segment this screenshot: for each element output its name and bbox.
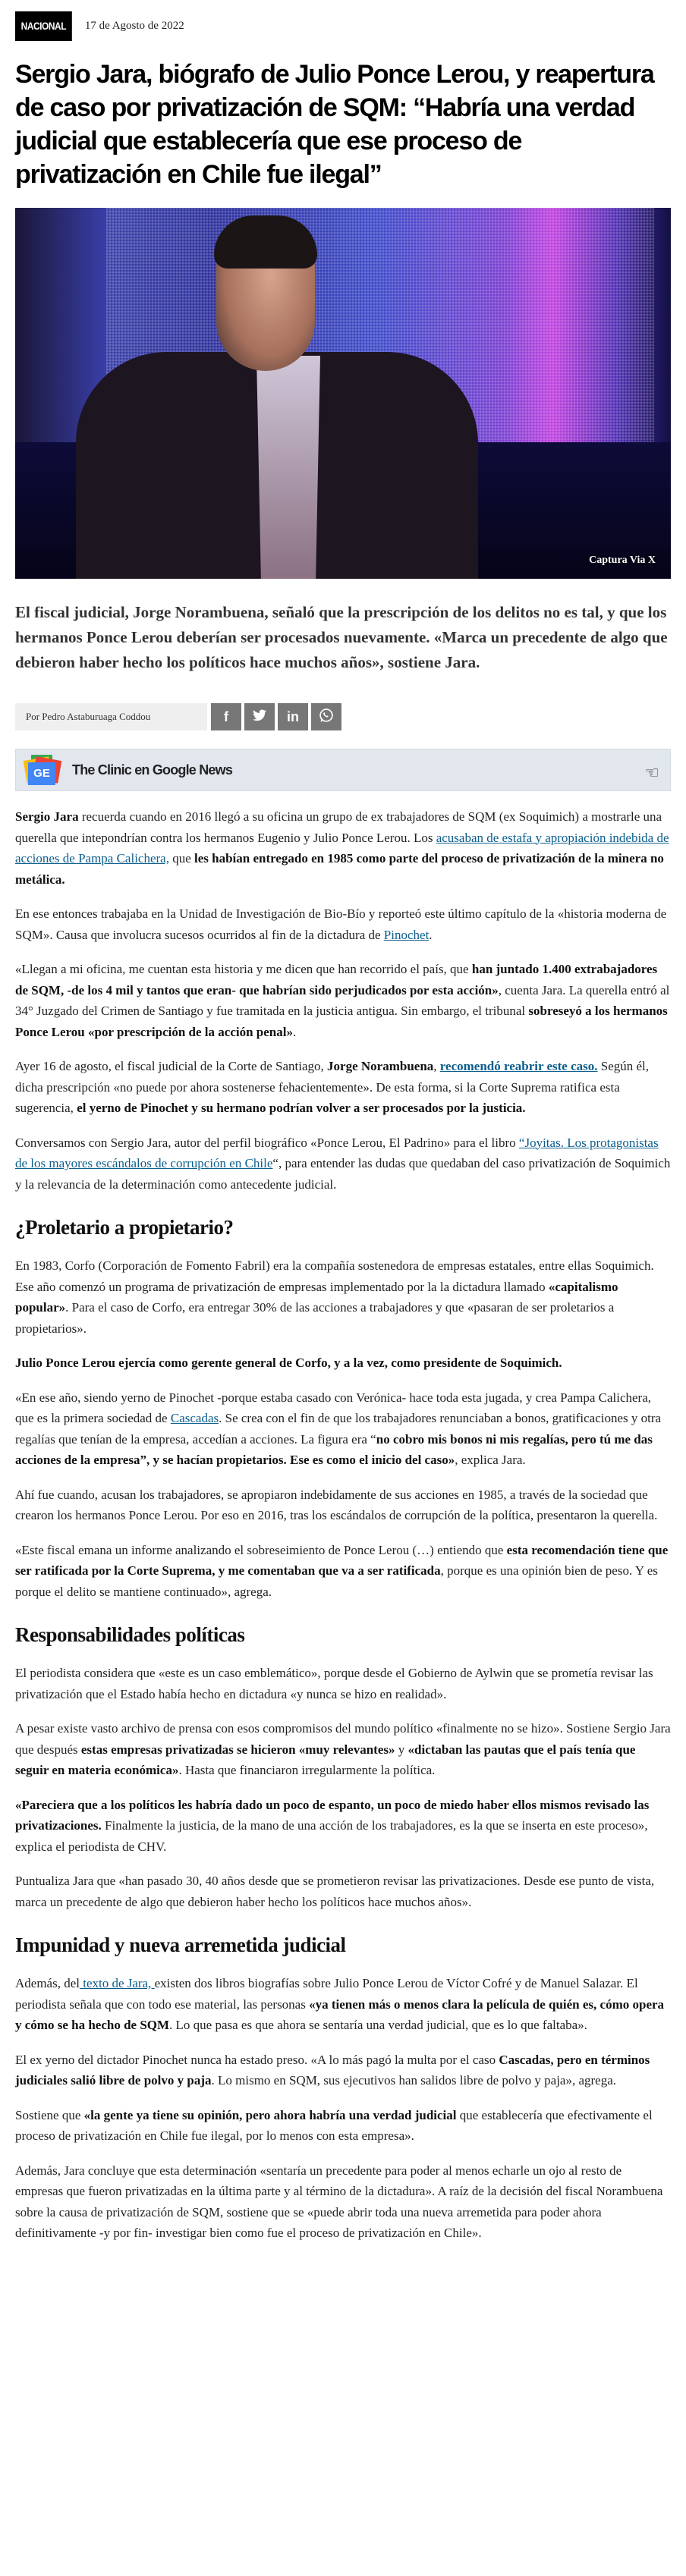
text-segment: Además, del: [15, 1976, 80, 1990]
facebook-icon: f: [224, 708, 228, 724]
google-news-banner[interactable]: [15, 749, 671, 791]
whatsapp-icon: [319, 708, 334, 727]
article-title: Sergio Jara, biógrafo de Julio Ponce Lerou, y reapertura de caso por privatización de SQM: “Habría una verdad judicial que establecería que ese proceso de privatización en Chile fue ilegal”: [15, 60, 654, 189]
bold-text: Jorge Norambuena: [327, 1059, 434, 1073]
text-segment: . Lo que pasa es que ahora se sentaría una verdad judicial, que es lo que faltaba».: [169, 2018, 587, 2032]
bold-text: les habían entregado en 1985 como parte del proceso de privatización de la minera no metálica.: [15, 851, 664, 887]
body-paragraph: [15, 1484, 671, 1526]
text-segment: . Lo mismo en SQM, sus ejecutivos han salidos libre de polvo y paja», agrega.: [211, 2073, 617, 2088]
text-segment: Además, Jara concluye que esta determinación «sentaría un precedente para poder al menos echarle un ojo al resto de empresas que fueron privatizadas en la última parte y al término de la dictadura». A raíz de la decisión del fiscal Norambuena sobre la causa de privatización de SQM, sostiene que se «puede abrir toda una nueva arremetida para poder ahora definitivamente -y por fin- investigar bien como fue el proceso de privatización en Chile».: [15, 2163, 663, 2240]
google-news-title: The Clinic en Google News: [72, 762, 233, 778]
inline-link[interactable]: Cascadas: [170, 1411, 219, 1425]
facebook-share-button[interactable]: [211, 703, 241, 730]
body-paragraph: [15, 959, 671, 1042]
text-segment: Puntualiza Jara que «han pasado 30, 40 años desde que se prometieron revisar las privatizaciones. Desde ese punto de vista, marca un precedente de algo que debieron haber hecho los políticos hace muchos años».: [15, 1874, 655, 1909]
text-segment: que: [168, 851, 195, 865]
bold-text: el yerno de Pinochet y su hermano podrían volver a ser procesados por la justicia.: [77, 1101, 526, 1115]
bold-text: han juntado 1.400 extrabajadores de SQM, -de los 4 mil y tantos que eran- que habrían sido perjudicados por esta acción»: [15, 962, 658, 997]
linkedin-share-button[interactable]: [278, 703, 308, 730]
inline-link[interactable]: Pinochet: [383, 927, 430, 942]
text-segment: Finalmente la justicia, de la mano de una acción de los trabajadores, es la que se inserta en este proceso», explica el periodista de CHV.: [15, 1818, 648, 1854]
body-paragraph: [15, 2105, 671, 2147]
text-segment: ,: [433, 1059, 440, 1073]
text-segment: , cuenta Jara. La querella entró al 34° Juzgado del Crimen de Santiago y fue tramitada en la justicia antigua. Sin embargo, el tribunal: [15, 982, 670, 1018]
bold-text: no cobro mis bonos ni mis regalías, pero tú me das acciones de la empresa”, y se hacían propietarios. Ese es como el inicio del caso»: [15, 1431, 653, 1467]
text-segment: , porque es una opinión bien de peso. Y es porque el delito se mantiene continuado», agrega.: [15, 1563, 658, 1599]
text-segment: .: [429, 927, 433, 942]
inline-link[interactable]: “Joyitas. Los protagonistas de los mayores escándalos de corrupción en Chile: [15, 1135, 659, 1170]
twitter-icon: [253, 709, 266, 725]
text-segment: En ese entonces trabajaba en la Unidad de Investigación de Bio-Bío y reporteó este último capítulo de la «historia moderna de SQM». Causa que involucra sucesos ocurridos al fin de la dictadura de: [15, 906, 667, 942]
text-segment: A pesar existe vasto archivo de prensa con esos compromisos del mundo político «finalmente no se hizo». Sostiene Sergio Jara que después: [15, 1721, 671, 1757]
publish-date: 17 de Agosto de 2022: [84, 20, 184, 32]
section-heading: ¿Proletario a propietario?: [15, 1216, 234, 1239]
text-segment: , explica Jara.: [455, 1453, 526, 1467]
body-paragraph: [15, 1663, 671, 1704]
body-paragraph: [15, 1871, 671, 1912]
bold-text: «Pareciera que a los políticos les habría dado un poco de espanto, un poco de miedo haber ellos mismos revisado las privatizaciones.: [15, 1797, 650, 1833]
bold-text: Julio Ponce Lerou ejercía como gerente general de Corfo, y a la vez, como presidente de Soquimich.: [15, 1356, 562, 1370]
body-paragraph: [15, 1387, 671, 1471]
text-segment: Ahí fue cuando, acusan los trabajadores, se apropiaron indebidamente de sus acciones en 1985, a través de la sociedad que crearon los hermanos Ponce Lerou. Por eso en 2016, tras los escándalos de corrupción de la política, presentaron la querella.: [15, 1487, 658, 1522]
text-segment: recuerda cuando en 2016 llegó a su oficina un grupo de ex trabajadores de SQM (ex Soquimich) a mostrarle una querella que intepondrían contra los hermanos Eugenio y Julio Ponce Lerou. Los: [15, 809, 662, 845]
text-segment: «En ese año, siendo yerno de Pinochet -porque estaba casado con Verónica- hace toda esta jugada, y crea Pampa Calichera, que es la primera sociedad de: [15, 1390, 652, 1425]
inline-link[interactable]: acusaban de estafa y apropiación indebida de acciones de Pampa Calichera,: [15, 830, 669, 865]
article-body: [15, 806, 671, 2244]
body-paragraph: [15, 1132, 671, 1195]
author-byline[interactable]: Por Pedro Astaburuaga Coddou: [15, 703, 207, 730]
body-paragraph: [15, 1352, 671, 1374]
section-tag[interactable]: NACIONAL: [15, 11, 72, 41]
bold-text: «dictaban las pautas que el país tenía que seguir en materia económica»: [15, 1742, 636, 1777]
bold-text: «la gente ya tiene su opinión, pero ahora habría una verdad judicial: [83, 2107, 457, 2122]
text-segment: El periodista considera que «este es un caso emblemático», porque desde el Gobierno de Aylwin que se prometía revisar las privatización que el Estado había hecho en dictadura «y nunca se hizo en realidad».: [15, 1666, 653, 1701]
text-segment: En 1983, Corfo (Corporación de Fomento Fabril) era la compañía sostenedora de empresas estatales, entre ellas Soquimich. Ese año comenzó un programa de privatización de empresas implementado por la la dictadura llamado: [15, 1258, 654, 1294]
body-paragraph: [15, 1255, 671, 1339]
text-segment: . Hasta que financiaron irregularmente la política.: [178, 1763, 436, 1777]
section-heading: Impunidad y nueva arremetida judicial: [15, 1934, 346, 1956]
twitter-share-button[interactable]: [244, 703, 275, 730]
text-segment: Conversamos con Sergio Jara, autor del perfil biográfico «Ponce Lerou, El Padrino» para el libro: [15, 1135, 519, 1150]
hero-person-hair: [214, 215, 317, 269]
body-paragraph: [15, 1540, 671, 1603]
text-segment: «Este fiscal emana un informe analizando el sobreseimiento de Ponce Lerou (…) entiendo que: [15, 1542, 507, 1557]
hero-image: [15, 208, 671, 579]
linkedin-icon: in: [287, 708, 299, 724]
body-paragraph: [15, 1056, 671, 1119]
text-segment: existen dos libros biografías sobre Julio Ponce Lerou de Víctor Cofré y de Manuel Salazar. El periodista señala que con todo ese material, las personas: [15, 1976, 638, 2012]
body-paragraph: [15, 2050, 671, 2091]
body-paragraph: [15, 1718, 671, 1781]
bold-text: Sergio Jara: [15, 809, 79, 824]
bold-text: «ya tienen más o menos clara la película de quién es, cómo opera y cómo se ha hecho de SQM: [15, 1996, 665, 2032]
share-bar: [15, 703, 671, 730]
text-segment: Ayer 16 de agosto, el fiscal judicial de la Corte de Santiago,: [15, 1059, 328, 1073]
whatsapp-share-button[interactable]: [311, 703, 341, 730]
bold-text: sobreseyó a los hermanos Ponce Lerou «por prescripción de la acción penal»: [15, 1004, 668, 1039]
bold-text: «capitalismo popular»: [15, 1279, 618, 1315]
text-segment: «Llegan a mi oficina, me cuentan esta historia y me dicen que han recorrido el país, que: [15, 962, 472, 976]
text-segment: Sostiene que: [15, 2107, 84, 2122]
body-paragraph: [15, 2160, 671, 2244]
text-segment: “, para entender las dudas que quedaban del caso privatización de Soquimich y la relevancia de la determinación como antecedente judicial.: [15, 1156, 671, 1192]
pointing-hand-icon: ☜: [644, 763, 659, 782]
text-segment: El ex yerno del dictador Pinochet nunca ha estado preso. «A lo más pagó la multa por el caso: [15, 2052, 499, 2067]
text-segment: que establecería que efectivamente el proceso de privatización en Chile fue ilegal, por lo menos con esta empresa».: [15, 2107, 653, 2143]
inline-link[interactable]: texto de Jara,: [79, 1976, 155, 1990]
body-paragraph: [15, 1795, 671, 1858]
text-segment: .: [292, 1024, 297, 1039]
text-segment: Según él, dicha prescripción «no puede por ahora sostenerse fehacientemente». De esta forma, si la Corte Suprema ratifica esta sugerencia,: [15, 1059, 650, 1115]
text-segment: y: [395, 1742, 408, 1757]
bold-text: esta recomendación tiene que ser ratificada por la Corte Suprema, y me comentaban que va a ser ratificada: [15, 1542, 669, 1578]
body-paragraph: [15, 1973, 671, 2036]
bold-text: estas empresas privatizadas se hicieron «muy relevantes»: [80, 1742, 395, 1757]
image-caption: Captura Via X: [589, 554, 656, 566]
body-paragraph: [15, 806, 671, 890]
article-meta: [15, 0, 671, 41]
text-segment: . Para el caso de Corfo, era entregar 30% de las acciones a trabajadores y que «pasaran de ser proletarios a propietarios».: [15, 1300, 615, 1336]
bold-text: Cascadas, pero en términos judiciales salió libre de polvo y paja: [15, 2052, 650, 2088]
article-lead: El fiscal judicial, Jorge Norambuena, señaló que la prescripción de los delitos no es tal, y que los hermanos Ponce Lerou deberían ser procesados nuevamente. «Marca un precedente de algo que debieron haber hecho los políticos hace muchos años», sostiene Jara.: [15, 603, 668, 671]
text-segment: . Se crea con el fin de que los trabajadores renunciaban a bonos, gratificaciones y otra regalías que tenían de la empresa, accedían a acciones. La figura era “: [15, 1411, 662, 1447]
section-heading: Responsabilidades políticas: [15, 1623, 245, 1646]
google-news-icon: GE: [24, 755, 60, 785]
inline-link[interactable]: recomendó reabrir este caso.: [439, 1059, 598, 1073]
body-paragraph: [15, 903, 671, 945]
